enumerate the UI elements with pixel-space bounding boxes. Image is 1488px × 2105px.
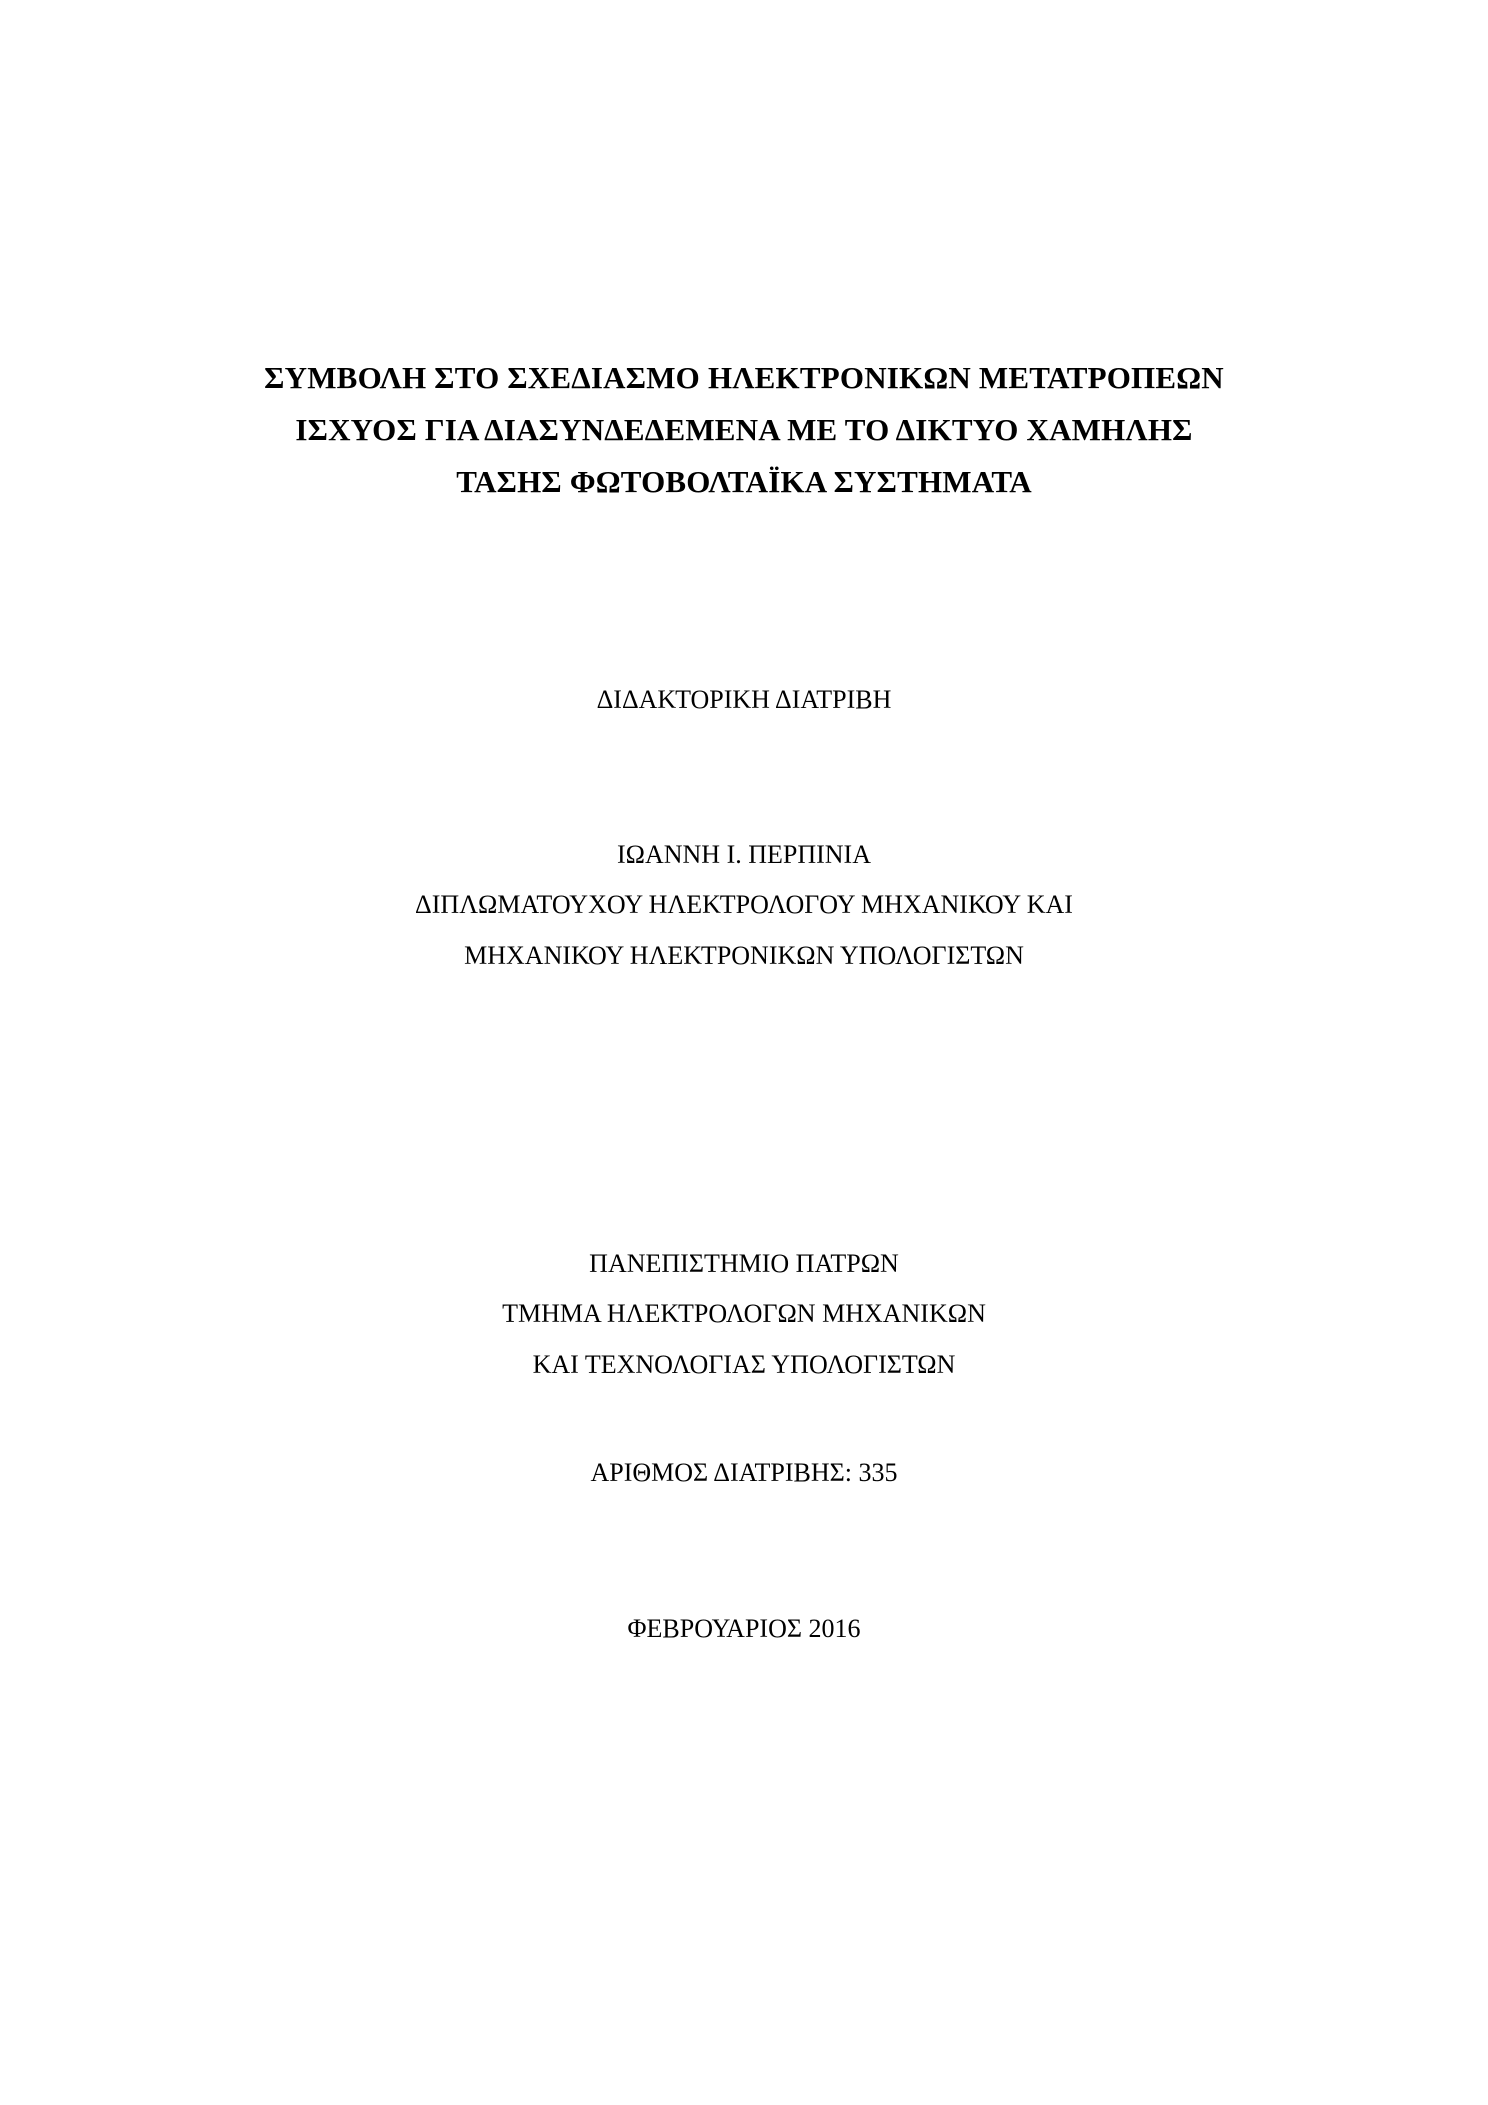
document-type: ΔΙΔΑΚΤΟΡΙΚΗ ΔΙΑΤΡΙΒΗ bbox=[596, 685, 892, 714]
author-degree-line-1: ΔΙΠΛΩΜΑΤΟΥΧΟΥ ΗΛΕΚΤΡΟΛΟΓΟΥ ΜΗΧΑΝΙΚΟΥ ΚΑΙ bbox=[415, 890, 1073, 919]
publication-date: ΦΕΒΡΟΥΑΡΙΟΣ 2016 bbox=[627, 1614, 861, 1643]
department-line-2: ΚΑΙ ΤΕΧΝΟΛΟΓΙΑΣ ΥΠΟΛΟΓΙΣΤΩΝ bbox=[532, 1350, 956, 1379]
thesis-title bbox=[0, 352, 1488, 508]
thesis-title-line-3: ΤΑΣΗΣ ΦΩΤΟΒΟΛΤΑΪΚΑ ΣΥΣΤΗΜΑΤΑ bbox=[456, 464, 1032, 499]
thesis-title-line-2: ΙΣΧΥΟΣ ΓΙΑ ΔΙΑΣΥΝΔΕΔΕΜΕΝΑ ΜΕ ΤΟ ΔΙΚΤΥΟ ΧΑΜΗΛΗΣ bbox=[295, 412, 1193, 447]
department-line-1: ΤΜΗΜΑ ΗΛΕΚΤΡΟΛΟΓΩΝ ΜΗΧΑΝΙΚΩΝ bbox=[502, 1299, 986, 1328]
thesis-number: ΑΡΙΘΜΟΣ ΔΙΑΤΡΙΒΗΣ: 335 bbox=[590, 1458, 898, 1487]
author-degree-line-2: ΜΗΧΑΝΙΚΟΥ ΗΛΕΚΤΡΟΝΙΚΩΝ ΥΠΟΛΟΓΙΣΤΩΝ bbox=[464, 941, 1024, 970]
university-name: ΠΑΝΕΠΙΣΤΗΜΙΟ ΠΑΤΡΩΝ bbox=[589, 1249, 899, 1278]
author-name: ΙΩΑΝΝΗ Ι. ΠΕΡΠΙΝΙΑ bbox=[616, 840, 871, 869]
thesis-title-line-1: ΣΥΜΒΟΛΗ ΣΤΟ ΣΧΕΔΙΑΣΜΟ ΗΛΕΚΤΡΟΝΙΚΩΝ ΜΕΤΑΤΡΟΠΕΩΝ bbox=[264, 360, 1224, 395]
